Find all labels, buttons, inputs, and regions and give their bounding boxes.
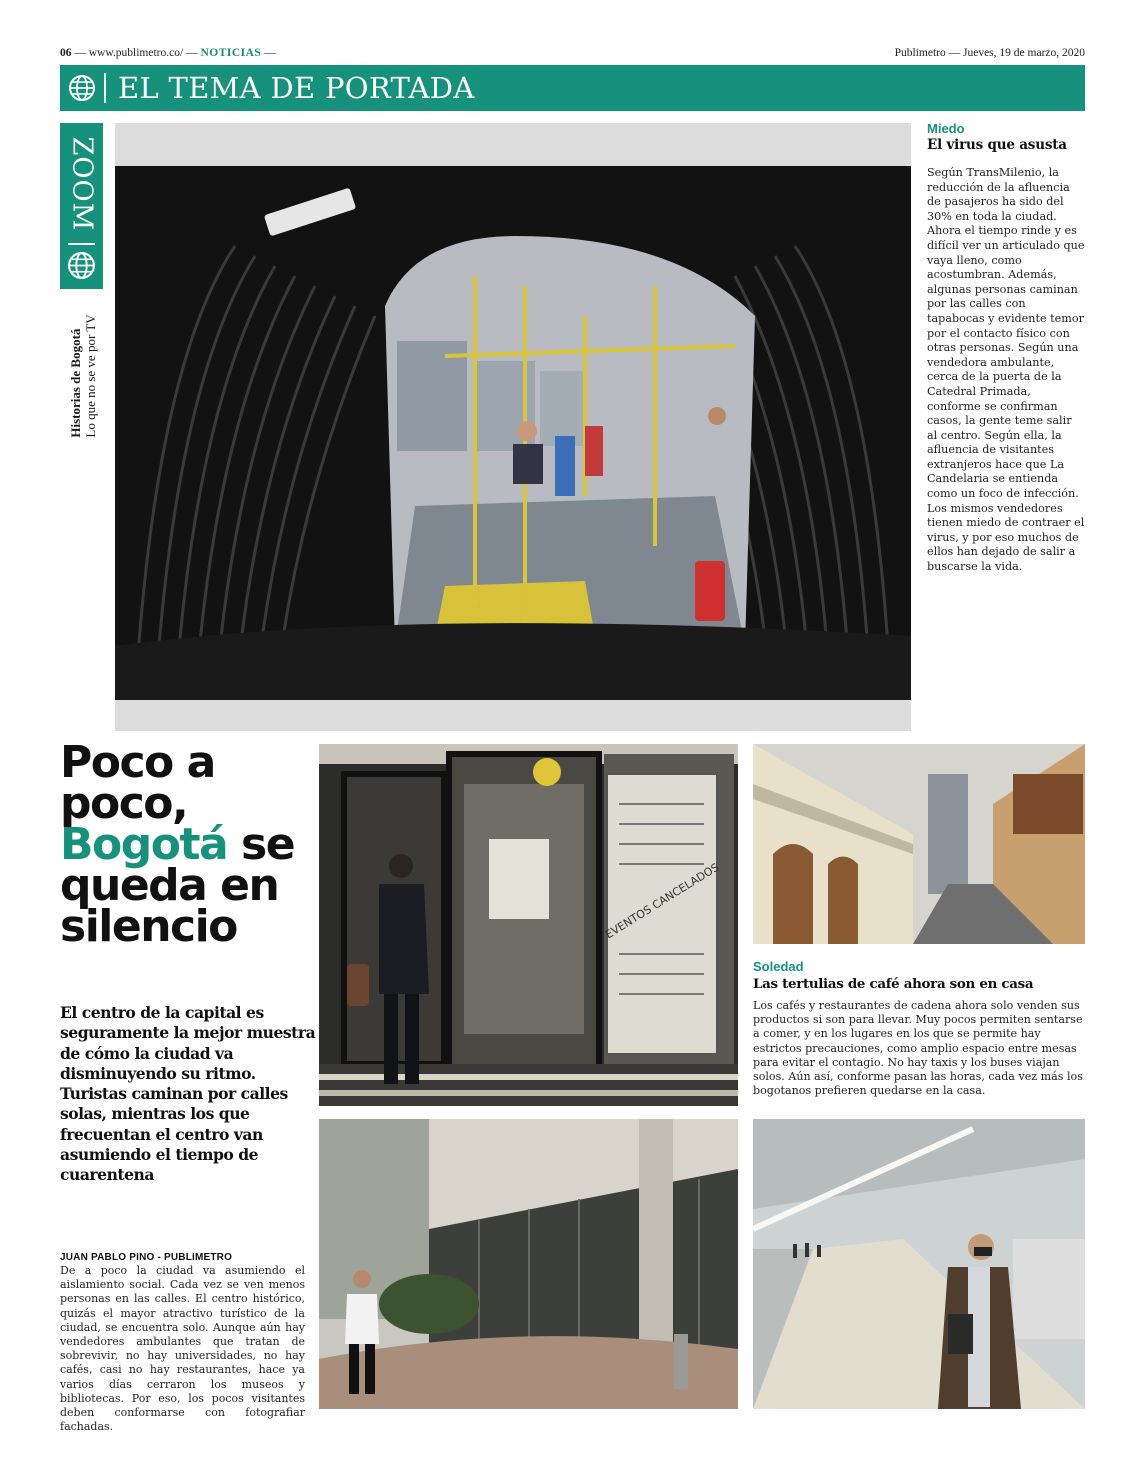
article-body: De a poco la ciudad va asumiendo el aislamiento social. Cada vez se ven menos personas en las calles. El centro histórico, quizás el mayor atractivo turístico de la ciudad, se encuentra solo. Aunque aún hay vendedores ambulantes que tratan de sobrevivir, no hay universidades, no hay cafés, casi no hay restaurantes, hace ya varios días cerraron los museos y bibliotecas. Por eso, los pocos visitantes deben conformarse con fotografiar fachadas. bbox=[60, 1264, 305, 1434]
soledad-kicker: Soledad bbox=[753, 959, 804, 974]
headline-line: Poco a bbox=[60, 737, 215, 788]
miedo-kicker: Miedo bbox=[927, 121, 965, 136]
zoom-divider bbox=[68, 243, 95, 245]
miedo-body: Según TransMilenio, la reducción de la afluencia de pasajeros ha sido del 30% en toda la ciudad. Ahora el tiempo rinde y es difícil ver un articulado que vaya lleno, como acostumbran. Además, algunas personas caminan por las calles con tapabocas y evidente temor por el contacto físico con otras personas. Según una vendedora ambulante, cerca de la puerta de la Catedral Primada, conforme se confirman casos, la gente teme salir al centro. Según ella, la afluencia de visitantes extranjeros hace que La Candelaria se entienda como un foco de infección. Los mismos vendedores tienen miedo de contraer el virus, y por eso muchos de ellos han dejado de salir a buscarse la vida. bbox=[927, 166, 1085, 574]
miedo-box bbox=[927, 121, 1085, 575]
events-cancelled-photo bbox=[319, 744, 738, 1106]
eventos-cancelados-sign: EVENTOS CANCELADOS bbox=[602, 860, 722, 942]
headline-line: silencio bbox=[60, 901, 237, 952]
byline: JUAN PABLO PINO - PUBLIMETRO bbox=[60, 1252, 233, 1263]
banner-divider bbox=[104, 73, 106, 103]
page-number: 06 bbox=[60, 47, 72, 59]
zoom-label-box bbox=[64, 128, 99, 240]
empty-street-photo bbox=[753, 744, 1085, 944]
headline-accent: Bogotá bbox=[60, 819, 228, 870]
section-label: NOTICIAS bbox=[200, 47, 262, 59]
lead-paragraph: El centro de la capital es seguramente la mejor muestra de cómo la ciudad va disminuyendo su ritmo. Turistas caminan por calles solas, mientras los que frecuentan el centro van asumiendo el tiempo de cuarentena bbox=[60, 1003, 316, 1185]
soledad-box bbox=[753, 959, 1086, 1098]
section-banner bbox=[60, 65, 1085, 111]
banner-title: EL TEMA DE PORTADA bbox=[118, 71, 475, 105]
series-subtitle: Lo que no se ve por TV bbox=[83, 313, 98, 438]
headline-line: poco, bbox=[60, 778, 188, 829]
globe-icon bbox=[67, 251, 96, 280]
headline-line bbox=[60, 819, 310, 870]
zoom-sidebar bbox=[60, 123, 103, 289]
series-label bbox=[66, 298, 100, 453]
main-headline bbox=[60, 737, 310, 952]
guard-arcade-photo bbox=[319, 1119, 738, 1409]
globe-icon bbox=[68, 74, 96, 102]
soledad-body: Los cafés y restaurantes de cadena ahora solo venden sus productos si son para llevar. Muy pocos permiten sentarse a comer, y en los lugares en los que se permite hay estrictos precauciones, como amplio espacio entre mesas para evitar el contagio. No hay taxis y los buses viajan solos. Aún así, conforme pasan las horas, cada vez más los bogotanos prefieren quedarse en la casa. bbox=[753, 999, 1083, 1098]
series-title: Historias de Bogotá bbox=[68, 328, 83, 438]
folio-strip bbox=[60, 47, 1085, 61]
masked-man-tunnel-photo bbox=[753, 1119, 1085, 1409]
headline-line-rest: se bbox=[227, 819, 295, 870]
folio-left: 06 — www.publimetro.co/ — NOTICIAS — bbox=[60, 47, 276, 59]
site-url[interactable]: www.publimetro.co/ bbox=[88, 47, 184, 59]
zoom-label: ZOOM bbox=[66, 136, 97, 232]
headline-line: queda en bbox=[60, 860, 279, 911]
soledad-headline: Las tertulias de café ahora son en casa bbox=[753, 976, 1034, 992]
miedo-headline: El virus que asusta bbox=[927, 137, 1067, 153]
bus-interior-photo bbox=[115, 166, 911, 700]
publication-date: Publimetro — Jueves, 19 de marzo, 2020 bbox=[894, 47, 1085, 59]
